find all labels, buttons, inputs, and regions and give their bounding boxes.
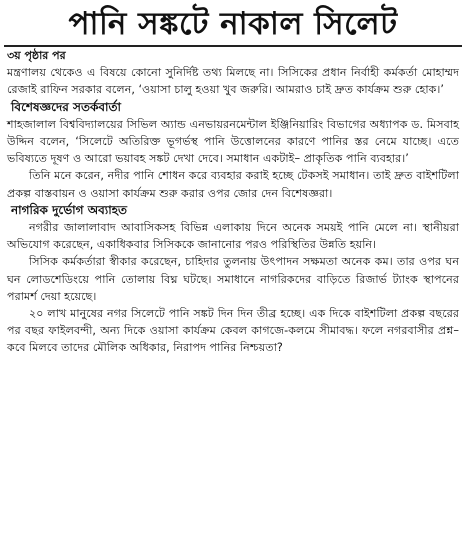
continuation-note: ৩য় পৃষ্ঠার পর bbox=[7, 49, 66, 62]
subheading-expert-warning: বিশেষজ্ঞদের সতর্কবার্তা bbox=[11, 99, 122, 114]
paragraph-4: নগরীর জালালাবাদ আবাসিকসহ বিভিন্ন এলাকায় দিনে অনেক সময়ই পানি মেলে না। স্থানীয়রা অভিযোগ করেছেন, একাধিকবার সিসিককে জানানোর পরও পরিস্থিতির উন্নতি হয়নি। bbox=[7, 221, 459, 252]
paragraph-6: ২০ লাখ মানুষের নগর সিলেটে পানি সঙ্কট দিন দিন তীব্র হচ্ছে। এক দিকে বাইশটিলা প্রকল্প বছরের পর বছর ফাইলবন্দী, অন্য দিকে ওয়াসা কার্যক্রম কেবল কাগজে-কলমে সীমাবদ্ধ। ফলে নগরবাসীর প্রশ্ন– কবে মিলবে তাদের মৌলিক অধিকার, নিরাপদ পানির নিশ্চয়তা? bbox=[7, 307, 459, 355]
paragraph-3: তিনি মনে করেন, নদীর পানি শোধন করে ব্যবহার করাই হচ্ছে টেকসই সমাধান। তাই দ্রুত বাইশটিলা প্রকল্প বাস্তবায়ন ও ওয়াসা কার্যক্রম শুরু করার ওপর জোর দেন বিশেষজ্ঞরা। bbox=[7, 169, 459, 200]
paragraph-1: মন্ত্রণালয় থেকেও এ বিষয়ে কোনো সুনির্দিষ্ট তথ্য মিলছে না। সিসিকের প্রধান নির্বাহী কর্মকর্তা মোহাম্মদ রেজাই রাফিন সরকার বলেন, ‘ওয়াসা চালু হওয়া খুব জরুরি। আমরাও চাই দ্রুত কার্যক্রম শুরু হোক।’ bbox=[7, 66, 459, 97]
subheading-civic-suffering: নাগরিক দুর্ভোগ অব্যাহত bbox=[11, 202, 128, 217]
paragraph-5: সিসিক কর্মকর্তারা স্বীকার করেছেন, চাহিদার তুলনায় উৎপাদন সক্ষমতা অনেক কম। তার ওপর ঘন ঘন লোডশেডিংয়ে পানি তোলায় বিঘ্ন ঘটছে। সমাধানে নাগরিকদের বাড়িতে রিজার্ভ ট্যাংক স্থাপনের পরামর্শ দেয়া হয়েছে। bbox=[7, 255, 459, 303]
article-body bbox=[7, 47, 459, 357]
paragraph-2: শাহজালাল বিশ্ববিদ্যালয়ের সিভিল অ্যান্ড এনভায়রনমেন্টাল ইঞ্জিনিয়ারিং বিভাগের অধ্যাপক ড. মিসবাহ উদ্দিন বলেন, ‘সিলেটে অতিরিক্ত ভূগর্ভস্থ পানি উত্তোলনের কারণে পানির স্তর নেমে যাচ্ছে। এতে ভবিষ্যতে দূষণ ও আরো ভয়াবহ সঙ্কট দেখা দেবে। সমাধান একটাই– প্রাকৃতিক পানি ব্যবহার।’ bbox=[7, 117, 459, 166]
headline: পানি সঙ্কটে নাকাল সিলেট bbox=[68, 6, 398, 42]
